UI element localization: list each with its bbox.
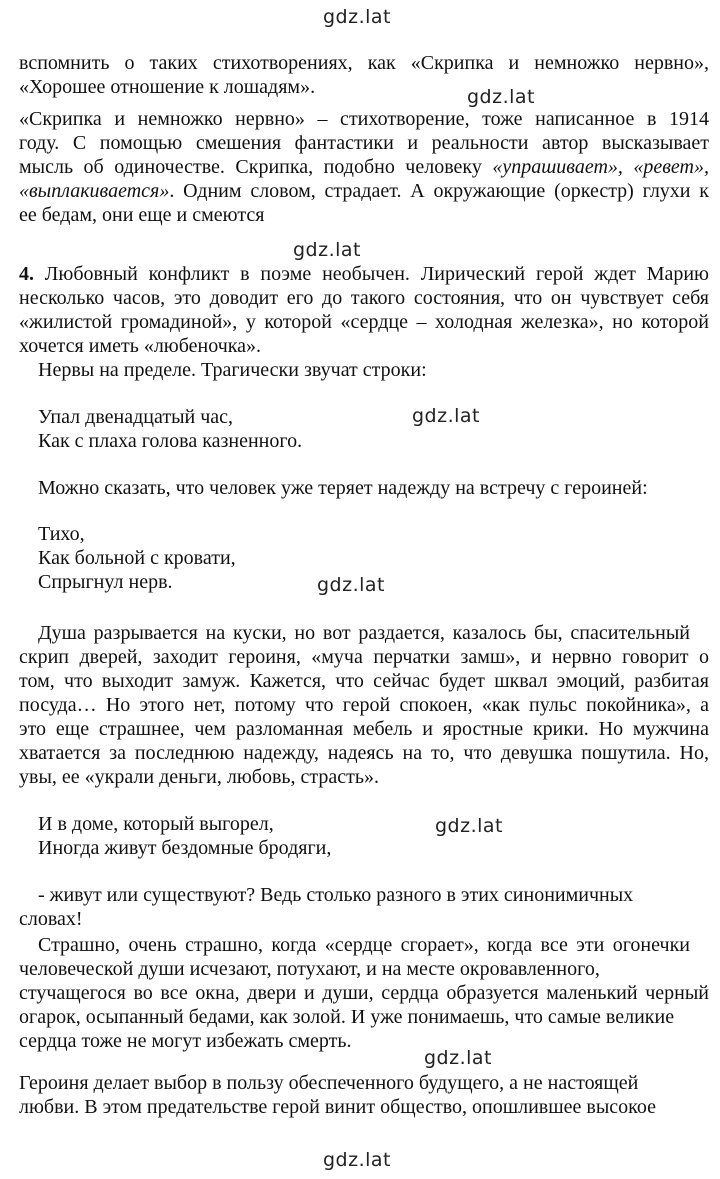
- text-line: Нервы на пределе. Трагически звучат строки:: [38, 359, 427, 381]
- text-line: посуда… Но этого нет, потому что герой спокоен, «как пульс покойника», а: [19, 694, 709, 716]
- watermark: gdz.lat: [424, 1047, 493, 1069]
- watermark: gdz.lat: [317, 574, 386, 596]
- text-line: Героиня делает выбор в пользу обеспеченного будущего, а не настоящей: [19, 1072, 639, 1094]
- text-run: Любовный конфликт в поэме необычен. Лирический герой ждет Марию: [34, 263, 709, 285]
- text-line: году. С помощью смешения фантастики и реальности автор высказывает: [19, 132, 709, 154]
- italic-quote: «упрашивает», «ревет»,: [492, 156, 709, 178]
- text-line: [19, 155, 709, 179]
- text-line: это еще страшнее, чем разломанная мебель и яростные крики. Но мужчина: [19, 718, 709, 740]
- watermark: gdz.lat: [435, 815, 504, 837]
- verse-line: Упал двенадцатый час,: [38, 406, 234, 428]
- text-line: Душа разрывается на куски, но вот раздается, казалось бы, спасительный: [38, 622, 690, 644]
- text-run: мысль об одиночестве. Скрипка, подобно человеку: [19, 156, 493, 178]
- watermark: gdz.lat: [412, 405, 481, 427]
- text-line: хочется иметь «любеночка».: [19, 335, 262, 357]
- text-line: «Скрипка и немножко нервно» – стихотворение, тоже написанное в 1914: [19, 108, 709, 130]
- verse-line: И в доме, который выгорел,: [38, 813, 274, 835]
- text-line: человеческой души исчезают, потухают, и на месте окровавленного,: [19, 958, 600, 980]
- verse-line: Тихо,: [38, 523, 85, 545]
- watermark: gdz.lat: [293, 239, 362, 261]
- text-line: сердца тоже не могут избежать смерть.: [19, 1030, 352, 1052]
- verse-line: Как с плаха голова казненного.: [38, 430, 303, 452]
- text-line: том, что выходит замуж. Кажется, что сейчас будет шквал эмоций, разбитая: [19, 670, 709, 692]
- verse-line: Спрыгнул нерв.: [38, 571, 173, 593]
- text-line: [19, 179, 709, 203]
- text-line: «жилистой громадиной», у которой «сердце – холодная железка», но которой: [19, 311, 709, 333]
- watermark: gdz.lat: [467, 86, 536, 108]
- text-line: Страшно, очень страшно, когда «сердце сгорает», когда все эти огонечки: [38, 934, 690, 956]
- text-run: . Одним словом, страдает. А окружающие (оркестр) глухи к: [169, 180, 709, 202]
- text-line: вспомнить о таких стихотворениях, как «Скрипка и немножко нервно»,: [19, 52, 709, 74]
- text-line: увы, ее «украли деньги, любовь, страсть».: [19, 766, 380, 788]
- text-line: «Хорошее отношение к лошадям».: [19, 76, 316, 98]
- text-line: огарок, осыпанный бедами, как золой. И уже понимаешь, что самые великие: [19, 1006, 675, 1028]
- text-line: скрип дверей, заходит героиня, «муча перчатки замш», и нервно говорит о: [19, 646, 709, 668]
- text-line: ее бедам, они еще и смеются: [19, 204, 265, 226]
- text-line: стучащегося во все окна, двери и души, сердца образуется маленький черный: [19, 982, 709, 1004]
- text-line: - живут или существуют? Ведь столько разного в этих синонимичных: [38, 884, 634, 906]
- watermark: gdz.lat: [323, 6, 392, 28]
- text-line: несколько часов, это доводит его до такого состояния, что он чувствует себя: [19, 287, 709, 309]
- text-line: Можно сказать, что человек уже теряет надежду на встречу с героиней:: [38, 477, 648, 499]
- watermark: gdz.lat: [323, 1149, 392, 1171]
- text-line: [19, 262, 709, 286]
- italic-quote: «выплакивается»: [19, 180, 170, 202]
- verse-line: Иногда живут бездомные бродяги,: [38, 837, 332, 859]
- text-line: хватается за последнюю надежду, надеясь на то, что девушка пошутила. Но,: [19, 742, 709, 764]
- item-number: 4.: [19, 263, 34, 285]
- verse-line: Как больной с кровати,: [38, 547, 236, 569]
- text-line: словах!: [19, 908, 83, 930]
- text-line: любви. В этом предательстве герой винит общество, опошлившее высокое: [19, 1096, 656, 1118]
